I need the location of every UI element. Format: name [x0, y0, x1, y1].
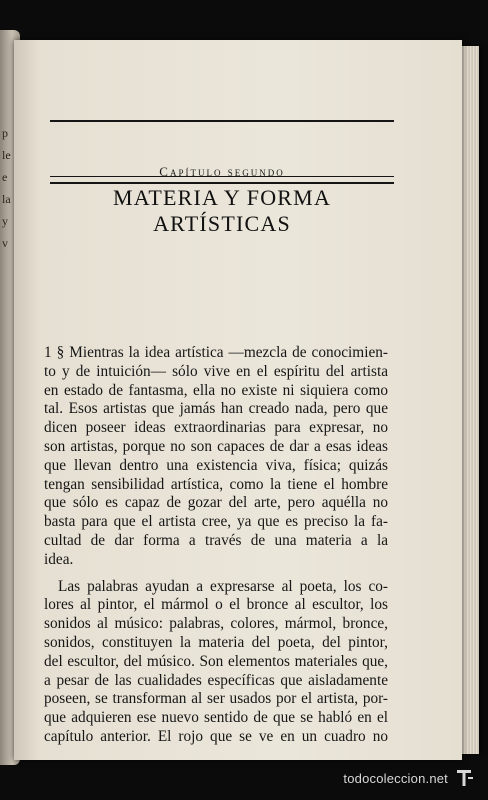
text-line: sonidos, constituyen la materia del poeta, del pintor,	[44, 633, 388, 651]
text-line: dicen poseer ideas extraordinarias para expresar, no	[44, 419, 388, 437]
text-line: idea.	[44, 550, 74, 568]
paragraph-1	[44, 344, 388, 570]
top-rule	[50, 120, 394, 122]
left-page-fragment: e	[2, 170, 8, 184]
text-line: que adquieren ese nuevo sentido de que se habló en el	[44, 709, 388, 727]
text-line: lores al pintor, el mármol o el bronce al escultor, los	[44, 596, 388, 614]
left-page-fragment: y	[2, 214, 8, 228]
text-line: to y de intuición— sólo vive en el espíritu del artista	[44, 362, 388, 380]
todocoleccion-logo-icon	[454, 766, 474, 788]
text-line: que llevan dentro una existencia viva, física; quizás	[44, 456, 388, 474]
text-line: cultad de dar forma a través de una materia a la	[44, 531, 388, 549]
body-text	[44, 344, 388, 747]
chapter-title: MATERIA Y FORMA ARTÍSTICAS	[112, 185, 332, 236]
left-page-fragment: le	[2, 148, 11, 162]
left-page-fragment: la	[2, 192, 11, 206]
bottom-rule-thick	[50, 182, 394, 184]
text-line: basta para que el artista cree, ya que es preciso la fa-	[44, 513, 388, 531]
text-line: del escultor, del músico. Son elementos materiales que,	[44, 652, 388, 670]
text-line: tengan sensibilidad artística, como la tiene el hombre	[44, 475, 388, 493]
text-line: a pesar de las cualidades específicas que aisladamente	[44, 671, 388, 689]
book-page	[14, 40, 462, 760]
chapter-kicker: Capítulo segundo	[159, 164, 285, 179]
watermark-text: todocoleccion.net	[343, 771, 448, 786]
left-page-fragment: p	[2, 126, 8, 140]
text-line: sonidos al músico: palabras, colores, mármol, bronce,	[44, 615, 388, 633]
text-line: 1 § Mientras la idea artística —mezcla de conocimien-	[44, 344, 388, 361]
paragraph-2	[44, 578, 388, 747]
left-page-fragment: v	[2, 236, 8, 250]
text-line: que sólo es capaz de gozar del arte, pero aquélla no	[44, 494, 388, 512]
text-line: poseen, se transforman al ser usados por el artista, por-	[44, 690, 388, 708]
text-line: tal. Esos artistas que jamás han creado nada, pero que	[44, 400, 388, 418]
text-line: Las palabras ayudan a expresarse al poeta, los co-	[58, 577, 388, 595]
text-line: son artistas, porque no son capaces de dar a esas ideas	[44, 437, 388, 455]
text-line: en estado de fantasma, ella no existe ni siquiera como	[44, 381, 388, 399]
text-line: capítulo anterior. El rojo que se ve en un cuadro no	[44, 727, 388, 745]
bottom-rule-thin	[50, 176, 394, 177]
